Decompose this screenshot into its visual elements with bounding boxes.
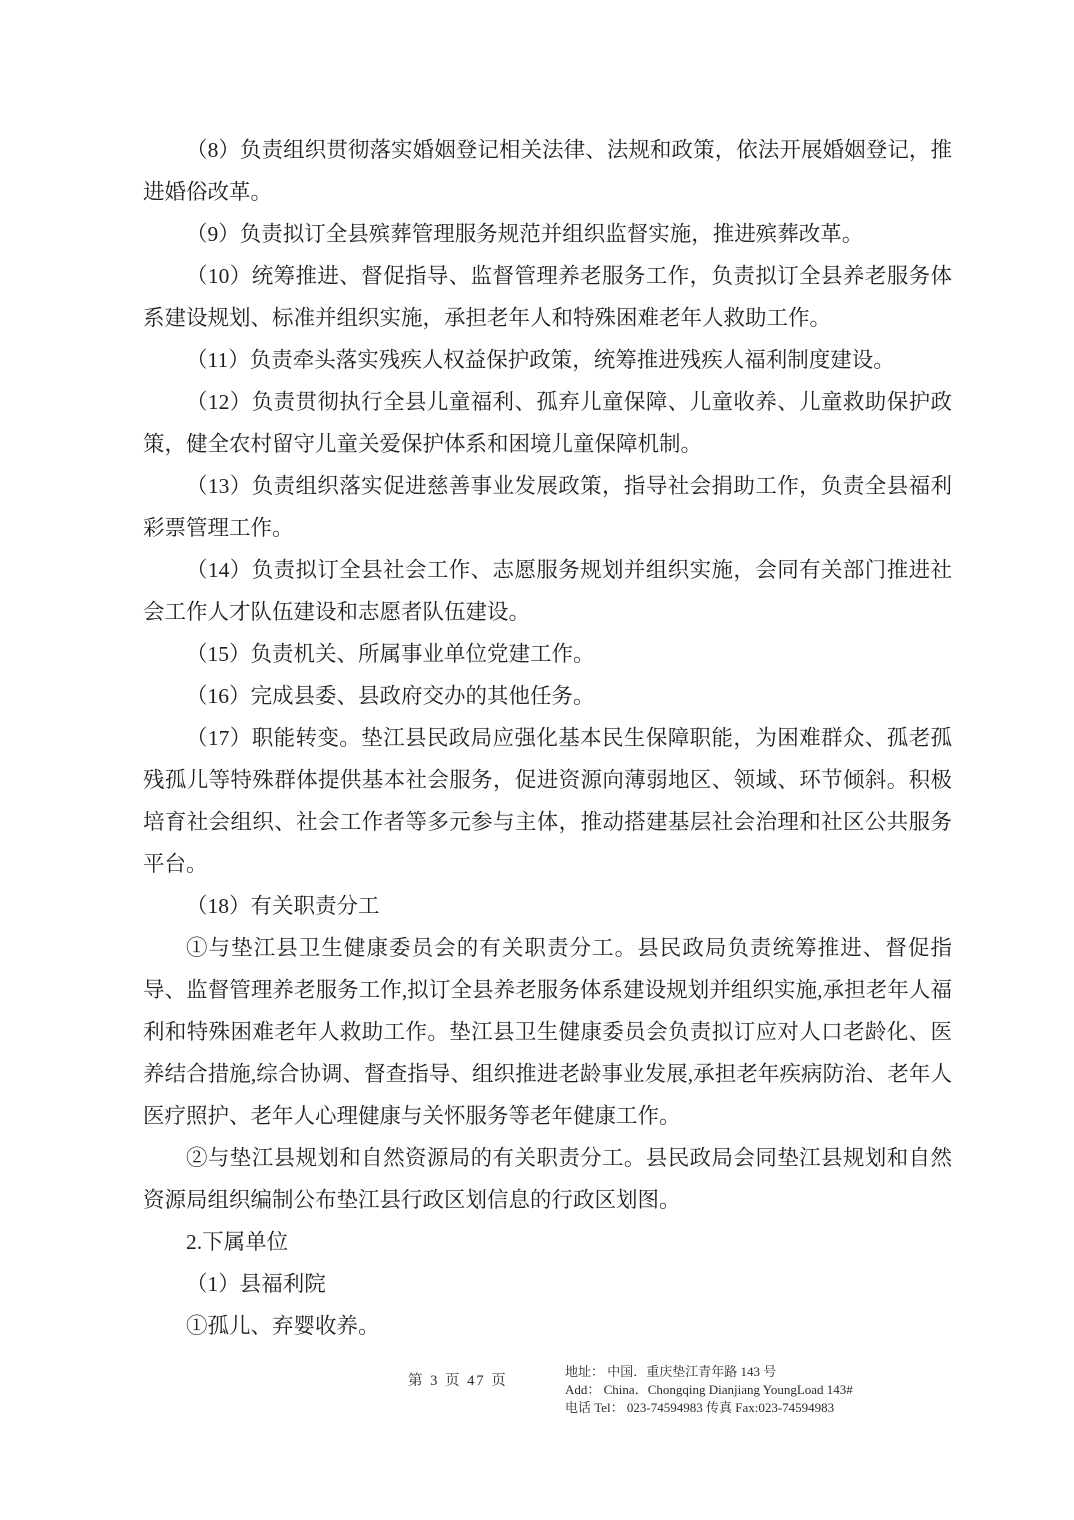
paragraph-item-16: （16）完成县委、县政府交办的其他任务。 [186,684,595,708]
paragraph-item-13: （13）负责组织落实促进慈善事业发展政策，指导社会捐助工作，负责全县福利彩票管理工作。 [143,474,952,540]
paragraph-item-18: （18）有关职责分工 [186,894,380,918]
footer-phone-fax: 电话 Tel： 023-74594983 传真 Fax:023-74594983 [565,1400,835,1415]
page-number: 第 3 页 47 页 [408,1373,508,1389]
paragraph-item-10: （10）统筹推进、督促指导、监督管理养老服务工作，负责拟订全县养老服务体系建设规划、标准并组织实施，承担老年人和特殊困难老年人救助工作。 [143,264,952,330]
paragraph-duty-split-health-commission: ①与垫江县卫生健康委员会的有关职责分工。县民政局负责统筹推进、督促指导、监督管理养老服务工作,拟订全县养老服务体系建设规划并组织实施,承担老年人福利和特殊困难老年人救助工作。垫江县卫生健康委员会负责拟订应对人口老龄化、医养结合措施,综合协调、督查指导、组织推进老龄事业发展,承担老年疾病防治、老年人医疗照护、老年人心理健康与关怀服务等老年健康工作。 [143,936,952,1128]
paragraph-item-14: （14）负责拟订全县社会工作、志愿服务规划并组织实施，会同有关部门推进社会工作人才队伍建设和志愿者队伍建设。 [143,558,952,624]
paragraph-item-11: （11）负责牵头落实残疾人权益保护政策，统筹推进残疾人福利制度建设。 [186,348,895,372]
document-body [143,129,952,1347]
paragraph-item-15: （15）负责机关、所属事业单位党建工作。 [186,642,595,666]
paragraph-item-8: （8）负责组织贯彻落实婚姻登记相关法律、法规和政策，依法开展婚姻登记，推进婚俗改革。 [143,138,952,204]
paragraph-item-17: （17）职能转变。垫江县民政局应强化基本民生保障职能，为困难群众、孤老孤残孤儿等特殊群体提供基本社会服务，促进资源向薄弱地区、领域、环节倾斜。积极培育社会组织、社会工作者等多元参与主体，推动搭建基层社会治理和社区公共服务平台。 [143,726,952,876]
paragraph-orphan-adoption: ①孤儿、弃婴收养。 [186,1314,380,1338]
paragraph-county-welfare-house: （1）县福利院 [186,1272,326,1296]
paragraph-duty-split-planning-bureau: ②与垫江县规划和自然资源局的有关职责分工。县民政局会同垫江县规划和自然资源局组织编制公布垫江县行政区划信息的行政区划图。 [143,1146,952,1212]
footer-address-block [565,1363,853,1417]
paragraph-subordinate-units-heading: 2.下属单位 [186,1230,289,1254]
footer-address-cn: 地址： 中国．重庆垫江青年路 143 号 [565,1364,777,1379]
paragraph-item-9: （9）负责拟订全县殡葬管理服务规范并组织监督实施，推进殡葬改革。 [186,222,864,246]
paragraph-item-12: （12）负责贯彻执行全县儿童福利、孤弃儿童保障、儿童收养、儿童救助保护政策，健全农村留守儿童关爱保护体系和困境儿童保障机制。 [143,390,952,456]
footer-address-en: Add： China．Chongqing Dianjiang YoungLoad 143# [565,1382,853,1397]
